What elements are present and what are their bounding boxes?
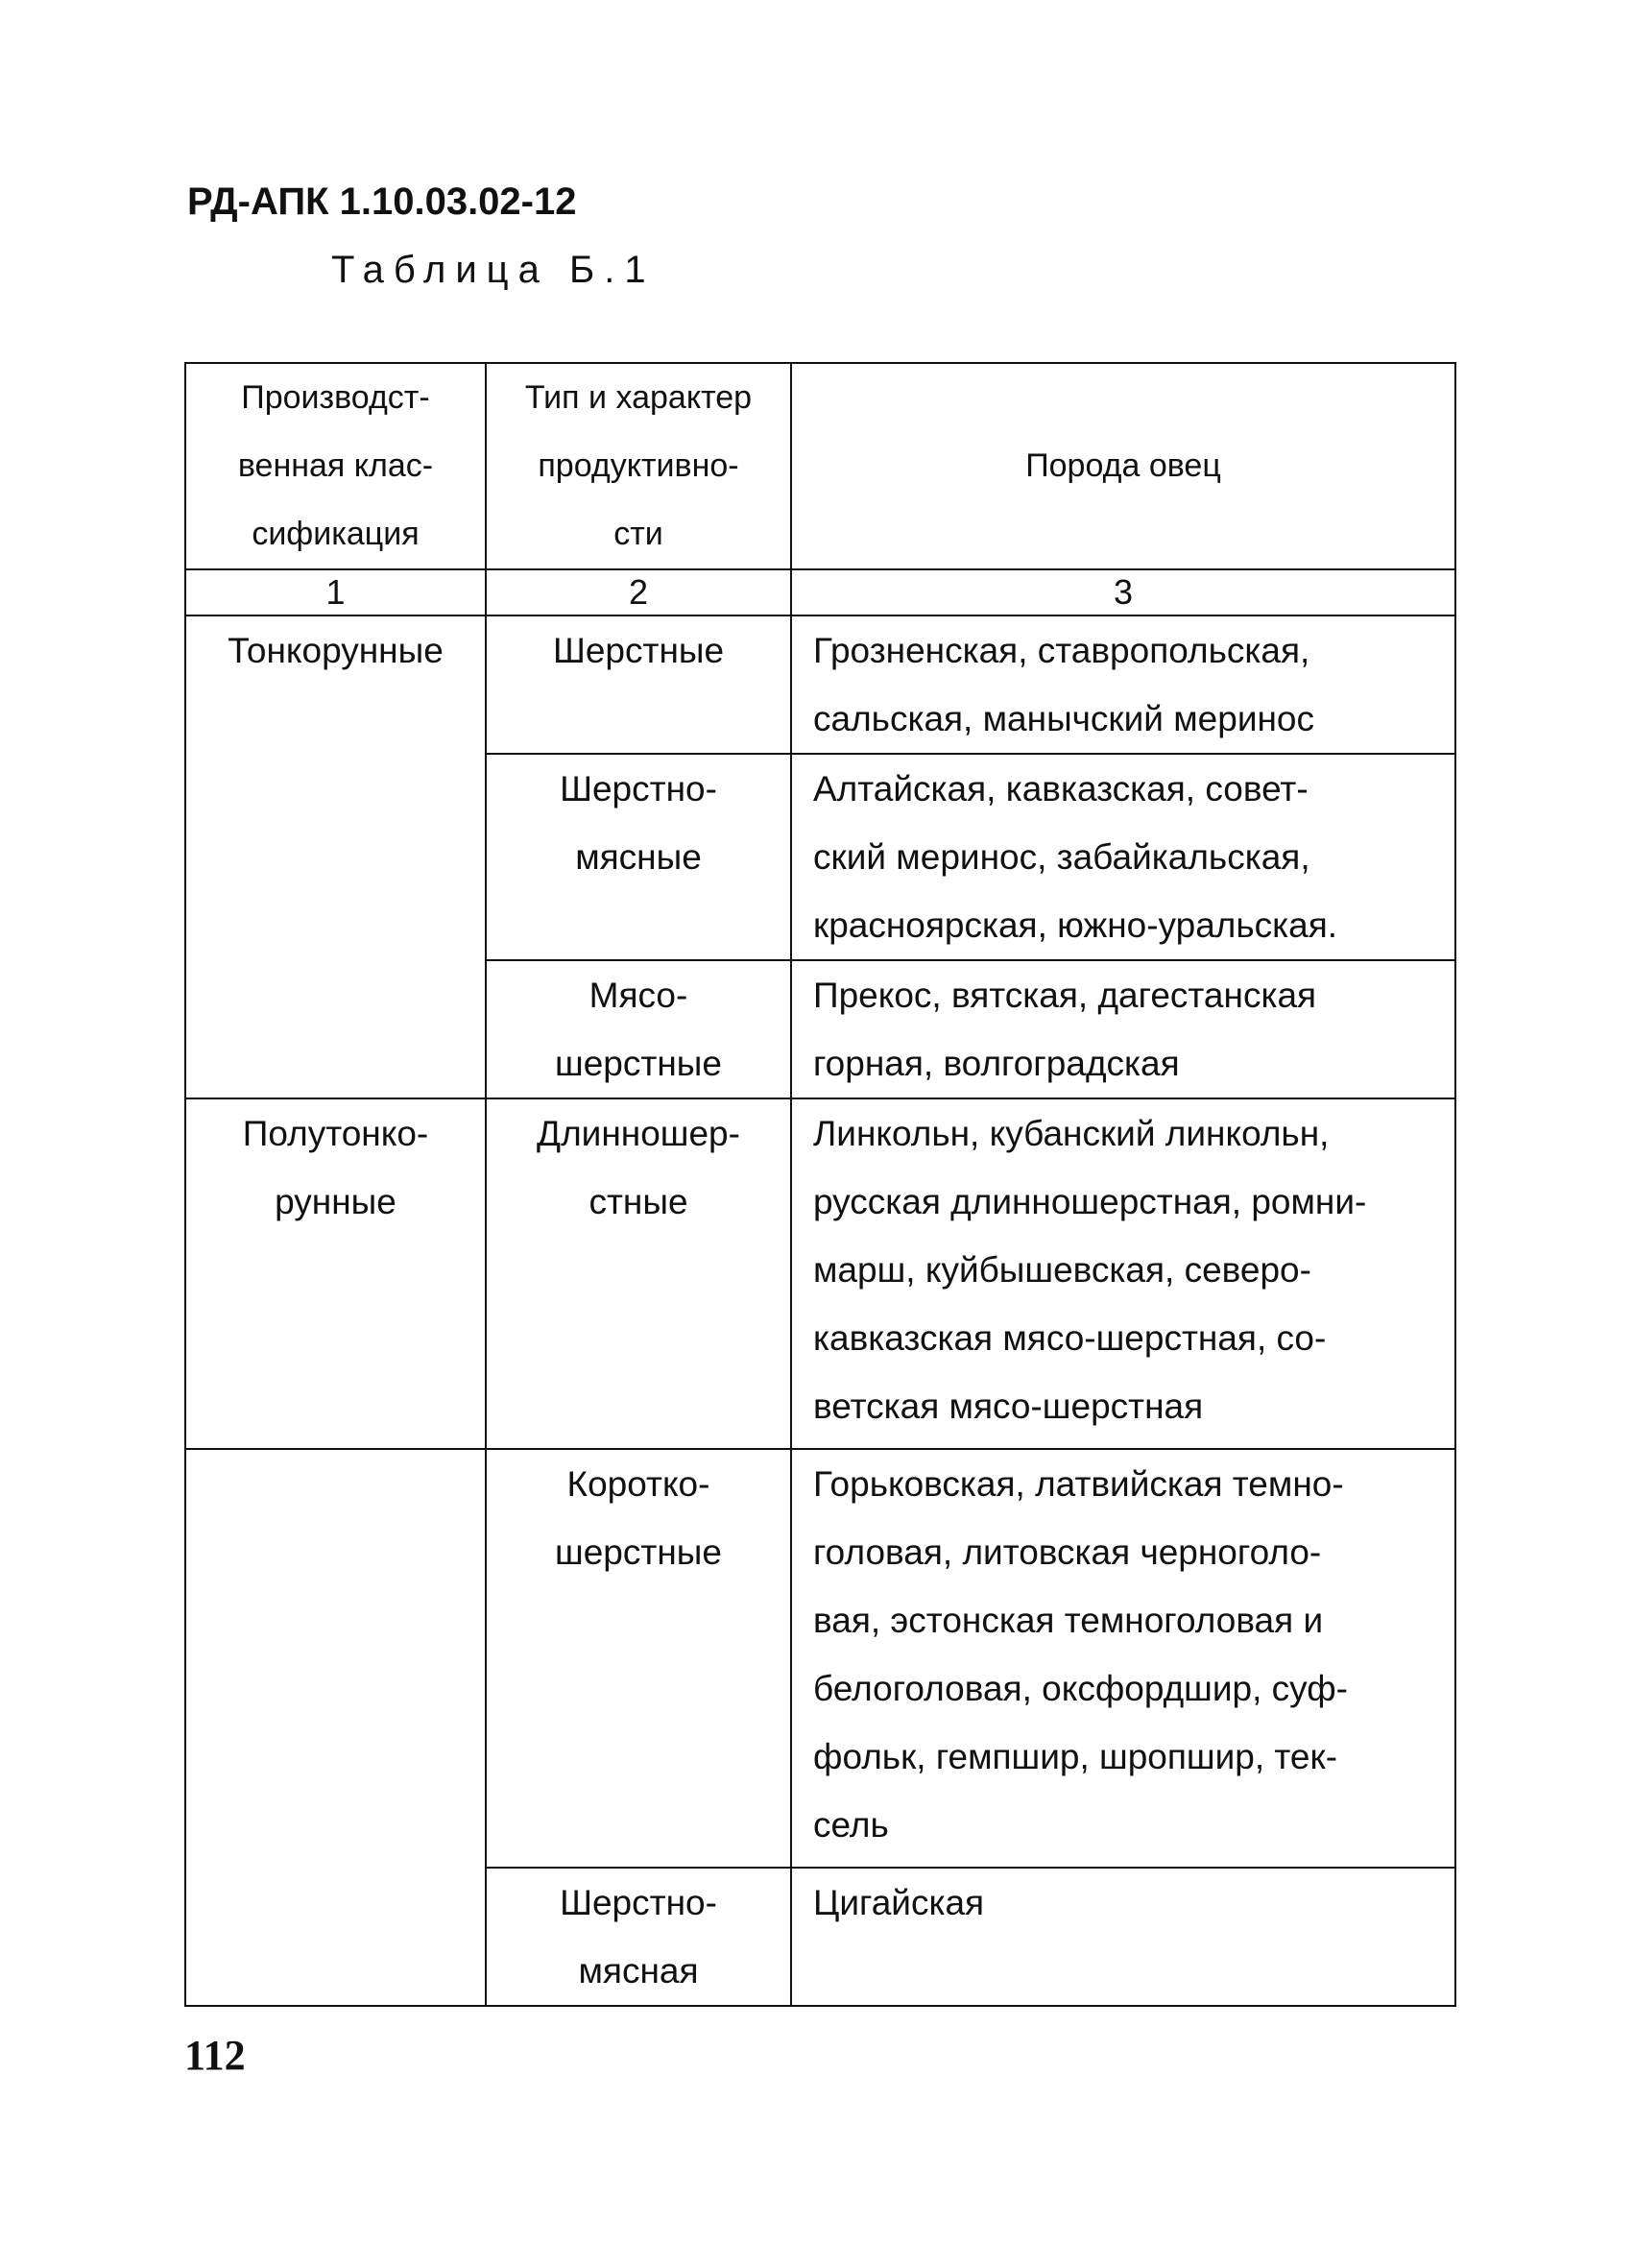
- breeds-text: Цигайская: [813, 1883, 985, 1922]
- classification-cell: [185, 1098, 486, 1449]
- breeds-cell: [791, 1098, 1455, 1449]
- type-cell: [486, 754, 791, 960]
- breeds-text: Прекос, вятская, дагестанская горная, волгоградская: [813, 976, 1317, 1083]
- table-caption: Таблица Б.1: [331, 249, 656, 291]
- breeds-text: Горьковская, латвийская темно- головая, литовская черноголо- вая, эстонская темноголовая и белоголовая, оксфордшир, суф- фольк, гемпшир, шропшир, тек- сель: [813, 1464, 1349, 1845]
- page-number: 112: [184, 2032, 246, 2079]
- breeds-cell: [791, 615, 1455, 754]
- column-number: 1: [185, 569, 486, 615]
- type-cell: [486, 1868, 791, 2006]
- column-number: 3: [791, 569, 1455, 615]
- type-cell: [486, 960, 791, 1098]
- type-cell: [486, 1098, 791, 1449]
- classification-cell: [185, 615, 486, 1098]
- type-text: Мясо- шерстные: [555, 976, 722, 1083]
- column-number-row: [185, 569, 1455, 615]
- table-row: [185, 1449, 1455, 1868]
- table-row: [185, 615, 1455, 754]
- column-header-classification: [185, 363, 486, 569]
- breeds-cell: [791, 1868, 1455, 2006]
- table-row: [185, 1098, 1455, 1449]
- type-text: Коротко- шерстные: [555, 1464, 722, 1572]
- column-header-label: Порода овец: [1025, 447, 1221, 484]
- breeds-cell: [791, 754, 1455, 960]
- column-header-label: Тип и характер продуктивно- сти: [524, 379, 753, 552]
- type-cell: [486, 615, 791, 754]
- classification-cell: [185, 1449, 486, 2006]
- classification-text: Полутонко- рунные: [242, 1114, 429, 1221]
- type-text: Шерстно- мясные: [560, 769, 717, 877]
- breeds-text: Линкольн, кубанский линкольн, русская длинношерстная, ромни- марш, куйбышевская, северо- кавказская мясо-шерстная, со- ветская мясо-шерстная: [813, 1114, 1367, 1426]
- classification-text: Тонкорунные: [228, 631, 444, 670]
- breeds-cell: [791, 960, 1455, 1098]
- type-text: Шерстные: [552, 631, 725, 670]
- column-header-label: Производст- венная клас- сификация: [237, 379, 434, 552]
- column-header-breed: [791, 363, 1455, 569]
- breeds-table: [184, 362, 1456, 2007]
- breeds-text: Грозненская, ставропольская, сальская, манычский меринос: [813, 631, 1315, 738]
- document-code: РД-АПК 1.10.03.02-12: [187, 181, 577, 223]
- type-text: Шерстно- мясная: [560, 1883, 717, 1991]
- table-header-row: [185, 363, 1455, 569]
- breeds-cell: [791, 1449, 1455, 1868]
- type-text: Длинношер- стные: [537, 1114, 740, 1221]
- type-cell: [486, 1449, 791, 1868]
- column-header-type: [486, 363, 791, 569]
- breeds-text: Алтайская, кавказская, совет- ский меринос, забайкальская, красноярская, южно-уральская.: [813, 769, 1338, 945]
- column-number: 2: [486, 569, 791, 615]
